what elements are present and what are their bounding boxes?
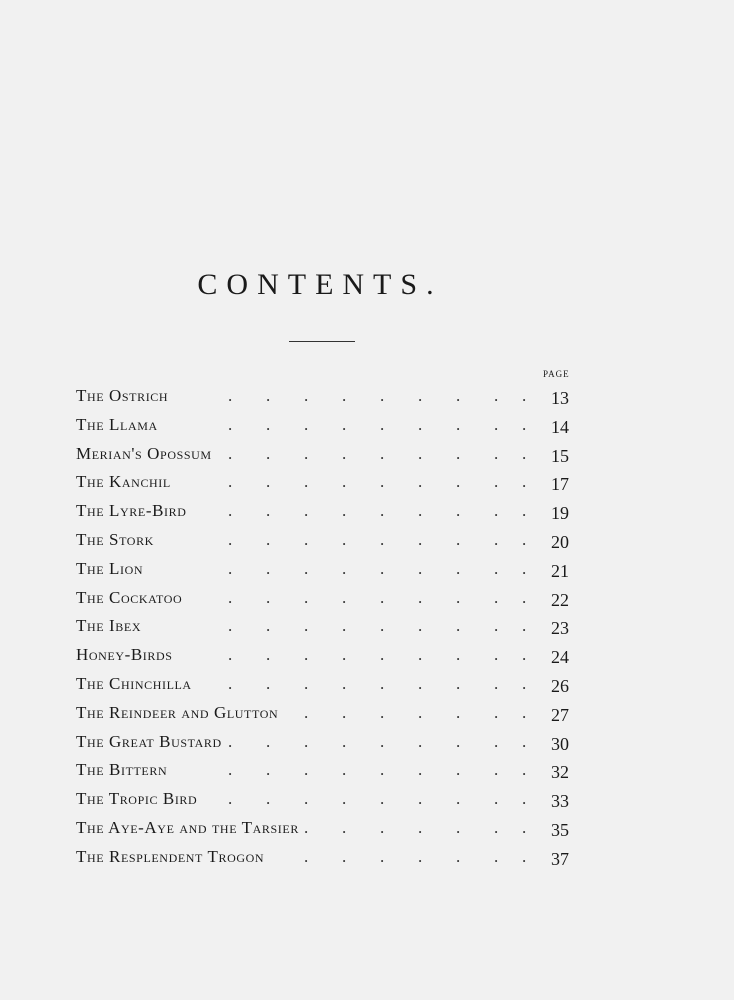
leader-dot: . — [304, 414, 309, 434]
entry-page-number: 35 — [551, 819, 569, 840]
leader-dot: . — [456, 817, 461, 837]
leader-dot: . — [342, 673, 347, 693]
leader-dot: . — [456, 846, 461, 866]
leader-dot: . — [418, 386, 423, 405]
leader-dot: . — [494, 673, 499, 693]
entry-title: The Stork — [76, 529, 154, 549]
toc-entry — [76, 643, 586, 672]
leader-dot: . — [494, 472, 499, 492]
leader-dot: . — [418, 846, 423, 866]
leader-dot: . — [456, 789, 461, 809]
leader-dot: . — [522, 558, 527, 578]
toc-entry — [76, 586, 586, 615]
leader-dot: . — [342, 846, 347, 866]
leader-dot: . — [266, 386, 271, 405]
entry-page-number: 13 — [551, 388, 569, 408]
leader-dot: . — [228, 386, 233, 405]
leader-dot: . — [456, 501, 461, 521]
leader-dot: . — [522, 472, 527, 492]
leader-dot: . — [266, 414, 271, 434]
leader-dot: . — [418, 702, 423, 722]
toc-entry — [76, 470, 586, 499]
entry-page-number: 19 — [551, 503, 569, 524]
toc-entry — [76, 758, 586, 787]
leader-dot: . — [522, 673, 527, 693]
entry-title: The Bittern — [76, 760, 168, 780]
leader-dot: . — [522, 587, 527, 607]
leader-dot: . — [380, 817, 385, 837]
leader-dot: . — [342, 529, 347, 549]
leader-dot: . — [456, 386, 461, 405]
leader-dot: . — [266, 616, 271, 636]
leader-dot: . — [304, 789, 309, 809]
leader-dot: . — [418, 731, 423, 751]
leader-dot: . — [304, 386, 309, 405]
toc-entry — [76, 672, 586, 701]
entry-title: The Reindeer and Glutton — [76, 702, 279, 722]
entry-page-number: 15 — [551, 445, 569, 466]
leader-dot: . — [418, 673, 423, 693]
leader-dot: . — [304, 443, 309, 463]
leader-dot: . — [228, 558, 233, 578]
leader-dot: . — [522, 731, 527, 751]
leader-dot: . — [494, 846, 499, 866]
leader-dot: . — [456, 587, 461, 607]
entry-page-number: 26 — [551, 675, 569, 696]
leader-dot: . — [522, 443, 527, 463]
leader-dot: . — [380, 501, 385, 521]
leader-dot: . — [522, 501, 527, 521]
leader-dot: . — [304, 472, 309, 492]
leader-dot: . — [266, 472, 271, 492]
toc-entry — [76, 816, 586, 845]
entry-title: The Kanchil — [76, 472, 171, 492]
entry-title: The Lyre-Bird — [76, 501, 187, 521]
title-divider — [289, 341, 355, 342]
leader-dot: . — [380, 616, 385, 636]
leader-dot: . — [342, 443, 347, 463]
entry-page-number: 23 — [551, 618, 569, 639]
leader-dot: . — [522, 702, 527, 722]
toc-entry — [76, 528, 586, 557]
entry-page-number: 24 — [551, 647, 569, 668]
leader-dot: . — [228, 616, 233, 636]
leader-dot: . — [494, 760, 499, 780]
leader-dot: . — [380, 731, 385, 751]
leader-dot: . — [304, 529, 309, 549]
leader-dot: . — [342, 616, 347, 636]
leader-dot: . — [266, 645, 271, 665]
leader-dot: . — [418, 645, 423, 665]
leader-dot: . — [456, 760, 461, 780]
toc-entry — [76, 845, 586, 874]
leader-dot: . — [380, 443, 385, 463]
leader-dot: . — [494, 414, 499, 434]
leader-dot: . — [304, 616, 309, 636]
leader-dot: . — [266, 731, 271, 751]
leader-dot: . — [228, 760, 233, 780]
leader-dot: . — [456, 731, 461, 751]
table-of-contents — [76, 384, 586, 874]
leader-dot: . — [418, 817, 423, 837]
leader-dot: . — [304, 846, 309, 866]
leader-dot: . — [266, 529, 271, 549]
entry-page-number: 33 — [551, 791, 569, 812]
leader-dot: . — [342, 414, 347, 434]
leader-dot: . — [418, 558, 423, 578]
leader-dot: . — [342, 501, 347, 521]
leader-dot: . — [494, 645, 499, 665]
leader-dot: . — [266, 558, 271, 578]
leader-dot: . — [228, 501, 233, 521]
entry-page-number: 30 — [551, 733, 569, 754]
entry-title: Honey-Birds — [76, 645, 173, 665]
leader-dot: . — [494, 529, 499, 549]
leader-dot: . — [342, 587, 347, 607]
leader-dot: . — [304, 501, 309, 521]
leader-dot: . — [494, 587, 499, 607]
leader-dot: . — [266, 760, 271, 780]
leader-dot: . — [456, 443, 461, 463]
leader-dot: . — [380, 702, 385, 722]
leader-dot: . — [380, 587, 385, 607]
leader-dot: . — [228, 789, 233, 809]
leader-dot: . — [380, 673, 385, 693]
entry-title: The Chinchilla — [76, 673, 192, 693]
toc-entry — [76, 701, 586, 730]
entry-page-number: 22 — [551, 589, 569, 610]
leader-dot: . — [418, 443, 423, 463]
toc-entry — [76, 384, 586, 413]
leader-dot: . — [228, 587, 233, 607]
leader-dot: . — [418, 616, 423, 636]
leader-dot: . — [522, 414, 527, 434]
entry-page-number: 21 — [551, 560, 569, 581]
toc-entry — [76, 442, 586, 471]
leader-dot: . — [456, 558, 461, 578]
leader-dot: . — [266, 501, 271, 521]
leader-dot: . — [380, 789, 385, 809]
page-column-label: PAGE — [543, 369, 570, 379]
leader-dot: . — [418, 789, 423, 809]
leader-dot: . — [494, 616, 499, 636]
leader-dot: . — [266, 673, 271, 693]
entry-title: The Llama — [76, 414, 158, 434]
entry-title: The Ibex — [76, 616, 142, 636]
leader-dot: . — [266, 443, 271, 463]
leader-dot: . — [456, 702, 461, 722]
leader-dot: . — [380, 846, 385, 866]
entry-page-number: 17 — [551, 474, 569, 495]
leader-dot: . — [418, 414, 423, 434]
leader-dot: . — [456, 673, 461, 693]
leader-dot: . — [494, 789, 499, 809]
leader-dot: . — [266, 587, 271, 607]
leader-dot: . — [380, 529, 385, 549]
leader-dot: . — [380, 645, 385, 665]
leader-dot: . — [304, 673, 309, 693]
leader-dot: . — [304, 731, 309, 751]
leader-dot: . — [342, 645, 347, 665]
leader-dot: . — [228, 645, 233, 665]
leader-dot: . — [494, 386, 499, 405]
leader-dot: . — [522, 846, 527, 866]
leader-dot: . — [228, 414, 233, 434]
entry-page-number: 37 — [551, 848, 569, 869]
leader-dot: . — [342, 817, 347, 837]
leader-dot: . — [342, 472, 347, 492]
leader-dot: . — [342, 558, 347, 578]
leader-dot: . — [304, 645, 309, 665]
entry-title: Merian's Opossum — [76, 443, 212, 463]
leader-dot: . — [342, 760, 347, 780]
leader-dot: . — [456, 616, 461, 636]
leader-dot: . — [342, 731, 347, 751]
entry-title: The Great Bustard — [76, 731, 222, 751]
leader-dot: . — [456, 472, 461, 492]
toc-entry — [76, 499, 586, 528]
leader-dot: . — [522, 760, 527, 780]
leader-dot: . — [494, 443, 499, 463]
leader-dot: . — [342, 386, 347, 405]
leader-dot: . — [418, 760, 423, 780]
leader-dot: . — [522, 817, 527, 837]
leader-dot: . — [494, 731, 499, 751]
leader-dot: . — [228, 529, 233, 549]
leader-dot: . — [522, 386, 527, 405]
leader-dot: . — [418, 587, 423, 607]
leader-dot: . — [228, 731, 233, 751]
entry-title: The Resplendent Trogon — [76, 846, 265, 866]
leader-dot: . — [494, 702, 499, 722]
leader-dot: . — [418, 472, 423, 492]
leader-dot: . — [228, 673, 233, 693]
leader-dot: . — [342, 789, 347, 809]
leader-dot: . — [522, 529, 527, 549]
leader-dot: . — [456, 529, 461, 549]
leader-dot: . — [418, 529, 423, 549]
leader-dot: . — [494, 817, 499, 837]
leader-dot: . — [342, 702, 347, 722]
toc-entry — [76, 614, 586, 643]
leader-dot: . — [380, 760, 385, 780]
leader-dot: . — [304, 760, 309, 780]
leader-dot: . — [522, 645, 527, 665]
toc-entry — [76, 557, 586, 586]
leader-dot: . — [266, 789, 271, 809]
leader-dot: . — [304, 817, 309, 837]
entry-title: The Aye-Aye and the Tarsier — [76, 817, 299, 837]
leader-dot: . — [494, 558, 499, 578]
leader-dot: . — [228, 443, 233, 463]
entry-title: The Ostrich — [76, 386, 169, 405]
leader-dot: . — [380, 386, 385, 405]
entry-page-number: 14 — [551, 416, 569, 437]
leader-dot: . — [456, 645, 461, 665]
entry-page-number: 32 — [551, 762, 569, 783]
leader-dot: . — [228, 472, 233, 492]
leader-dot: . — [380, 472, 385, 492]
leader-dot: . — [304, 558, 309, 578]
leader-dot: . — [304, 702, 309, 722]
toc-entry — [76, 413, 586, 442]
page-title: CONTENTS. — [197, 268, 443, 301]
entry-title: The Tropic Bird — [76, 789, 198, 809]
leader-dot: . — [494, 501, 499, 521]
entry-page-number: 27 — [551, 704, 569, 725]
leader-dot: . — [522, 789, 527, 809]
leader-dot: . — [418, 501, 423, 521]
entry-title: The Lion — [76, 558, 144, 578]
leader-dot: . — [380, 558, 385, 578]
entry-page-number: 20 — [551, 531, 569, 552]
leader-dot: . — [304, 587, 309, 607]
entry-title: The Cockatoo — [76, 587, 183, 607]
leader-dot: . — [456, 414, 461, 434]
leader-dot: . — [522, 616, 527, 636]
toc-entry — [76, 730, 586, 759]
toc-entry — [76, 787, 586, 816]
leader-dot: . — [380, 414, 385, 434]
